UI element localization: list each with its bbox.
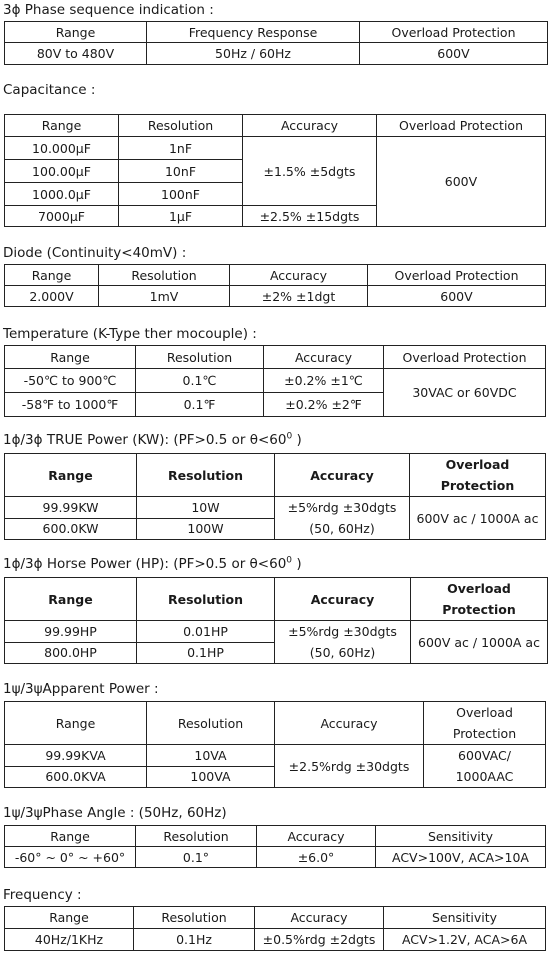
- header-accuracy: Accuracy: [257, 826, 376, 847]
- frequency-title: Frequency :: [3, 887, 82, 903]
- header-range: Range: [5, 265, 99, 286]
- cell-accuracy: ±2.5%rdg ±30dgts: [275, 745, 424, 788]
- cell-range: 99.99HP: [5, 621, 137, 643]
- header-overload-line-1: Overload: [445, 457, 510, 472]
- cell-accuracy: ±2.5% ±15dgts: [243, 206, 377, 227]
- phase-sequence-table: [4, 21, 548, 65]
- header-accuracy: Accuracy: [230, 265, 368, 286]
- cell-overload-protection: [424, 745, 546, 788]
- cell-resolution: 1μF: [119, 206, 243, 227]
- cell-resolution: 10W: [137, 497, 275, 519]
- cell-overload-protection: 600V ac / 1000A ac: [411, 621, 548, 664]
- cell-range: 7000μF: [5, 206, 119, 227]
- header-range: Range: [5, 22, 147, 43]
- header-overload-protection: [424, 702, 546, 745]
- accuracy-line-1: ±5%rdg ±30dgts: [287, 500, 397, 515]
- header-range: Range: [5, 578, 137, 621]
- header-resolution: Resolution: [136, 346, 264, 369]
- cell-resolution: 0.1Hz: [134, 929, 255, 951]
- header-overload-protection: Overload Protection: [360, 22, 548, 43]
- header-overload-protection: Overload Protection: [368, 265, 546, 286]
- header-accuracy: Accuracy: [275, 578, 411, 621]
- header-overload-line-2: Protection: [452, 726, 517, 741]
- header-accuracy: Accuracy: [275, 454, 410, 497]
- header-accuracy: Accuracy: [275, 702, 424, 745]
- cell-range: 10.000μF: [5, 137, 119, 160]
- capacitance-title: Capacitance :: [3, 82, 96, 98]
- cell-accuracy: [275, 497, 410, 540]
- cell-range: 800.0HP: [5, 642, 137, 664]
- header-sensitivity: Sensitivity: [384, 907, 546, 929]
- header-resolution: Resolution: [137, 578, 275, 621]
- cell-accuracy: ±2% ±1dgt: [230, 286, 368, 307]
- accuracy-line-1: ±5%rdg ±30dgts: [288, 624, 397, 639]
- header-resolution: Resolution: [147, 702, 275, 745]
- cell-resolution: 1mV: [99, 286, 230, 307]
- true-power-title: [3, 432, 302, 448]
- cell-resolution: 10nF: [119, 160, 243, 183]
- header-accuracy: Accuracy: [255, 907, 384, 929]
- temperature-table: [4, 345, 546, 417]
- cell-resolution: 0.1HP: [137, 642, 275, 664]
- cell-resolution: 100W: [137, 518, 275, 540]
- cell-range: 2.000V: [5, 286, 99, 307]
- header-range: Range: [5, 702, 147, 745]
- header-resolution: Resolution: [134, 907, 255, 929]
- header-range: Range: [5, 826, 136, 847]
- cell-range: 40Hz/1KHz: [5, 929, 134, 951]
- cell-overload-protection: 600V: [377, 137, 546, 227]
- cell-range: 600.0KVA: [5, 766, 147, 788]
- cell-resolution: 0.1℉: [136, 393, 264, 417]
- cell-accuracy: ±0.2% ±1℃: [264, 369, 384, 393]
- overload-line-1: 600VAC/: [458, 748, 511, 763]
- header-range: Range: [5, 115, 119, 137]
- cell-resolution: 0.1°: [136, 847, 257, 868]
- capacitance-table: [4, 114, 546, 227]
- horse-power-title-text: 1ϕ/3ϕ Horse Power (HP): (PF>0.5 or θ<60: [3, 556, 287, 572]
- header-frequency-response: Frequency Response: [147, 22, 360, 43]
- cell-overload-protection: 600V ac / 1000A ac: [410, 497, 546, 540]
- apparent-power-title: 1ψ/3ψApparent Power :: [3, 681, 159, 697]
- diode-table: [4, 264, 546, 307]
- cell-overload-protection: 600V: [368, 286, 546, 307]
- cell-range: 99.99KW: [5, 497, 137, 519]
- horse-power-title: [3, 556, 302, 572]
- cell-resolution: 10VA: [147, 745, 275, 767]
- apparent-power-table: [4, 701, 546, 788]
- cell-accuracy: ±1.5% ±5dgts: [243, 137, 377, 206]
- cell-range: -50℃ to 900℃: [5, 369, 136, 393]
- cell-sensitivity: ACV>1.2V, ACA>6A: [384, 929, 546, 951]
- header-overload-line-1: Overload: [447, 581, 511, 596]
- cell-range: 80V to 480V: [5, 43, 147, 65]
- temperature-title: Temperature (K-Type ther mocouple) :: [3, 326, 257, 342]
- header-overload-line-2: Protection: [442, 602, 516, 617]
- header-overload-protection: Overload Protection: [384, 346, 546, 369]
- cell-range: 99.99KVA: [5, 745, 147, 767]
- header-resolution: Resolution: [119, 115, 243, 137]
- overload-line-2: 1000AAC: [455, 769, 514, 784]
- true-power-title-end: ): [292, 432, 302, 448]
- cell-resolution: 0.1℃: [136, 369, 264, 393]
- header-resolution: Resolution: [136, 826, 257, 847]
- header-resolution: Resolution: [99, 265, 230, 286]
- header-range: Range: [5, 454, 137, 497]
- header-sensitivity: Sensitivity: [376, 826, 546, 847]
- accuracy-line-2: (50, 60Hz): [309, 645, 376, 660]
- horse-power-table: [4, 577, 548, 664]
- true-power-title-text: 1ϕ/3ϕ TRUE Power (KW): (PF>0.5 or θ<60: [3, 432, 287, 448]
- header-resolution: Resolution: [137, 454, 275, 497]
- cell-accuracy: ±6.0°: [257, 847, 376, 868]
- phase-angle-title: 1ψ/3ψPhase Angle : (50Hz, 60Hz): [3, 805, 227, 821]
- cell-range: 100.00μF: [5, 160, 119, 183]
- cell-range: 600.0KW: [5, 518, 137, 540]
- cell-resolution: 0.01HP: [137, 621, 275, 643]
- header-overload-line-2: Protection: [440, 478, 515, 493]
- header-overload-protection: [411, 578, 548, 621]
- cell-accuracy: ±0.2% ±2℉: [264, 393, 384, 417]
- degree-superscript: 0: [286, 431, 293, 442]
- phase-sequence-title: 3ϕ Phase sequence indication :: [3, 2, 214, 18]
- horse-power-title-end: ): [292, 556, 302, 572]
- cell-resolution: 100VA: [147, 766, 275, 788]
- degree-superscript: 0: [286, 555, 293, 566]
- cell-resolution: 100nF: [119, 183, 243, 206]
- header-overload-protection: [410, 454, 546, 497]
- cell-accuracy: ±0.5%rdg ±2dgts: [255, 929, 384, 951]
- accuracy-line-2: (50, 60Hz): [309, 521, 375, 536]
- header-accuracy: Accuracy: [243, 115, 377, 137]
- header-range: Range: [5, 346, 136, 369]
- cell-range: -58℉ to 1000℉: [5, 393, 136, 417]
- true-power-table: [4, 453, 546, 540]
- cell-range: 1000.0μF: [5, 183, 119, 206]
- frequency-table: [4, 906, 546, 951]
- cell-sensitivity: ACV>100V, ACA>10A: [376, 847, 546, 868]
- diode-title: Diode (Continuity<40mV) :: [3, 245, 187, 261]
- cell-overload-protection: 600V: [360, 43, 548, 65]
- cell-resolution: 1nF: [119, 137, 243, 160]
- header-overload-line-1: Overload: [456, 705, 513, 720]
- phase-angle-table: [4, 825, 546, 868]
- header-accuracy: Accuracy: [264, 346, 384, 369]
- cell-accuracy: [275, 621, 411, 664]
- cell-range: -60° ~ 0° ~ +60°: [5, 847, 136, 868]
- header-overload-protection: Overload Protection: [377, 115, 546, 137]
- header-range: Range: [5, 907, 134, 929]
- cell-overload-protection: 30VAC or 60VDC: [384, 369, 546, 417]
- cell-frequency-response: 50Hz / 60Hz: [147, 43, 360, 65]
